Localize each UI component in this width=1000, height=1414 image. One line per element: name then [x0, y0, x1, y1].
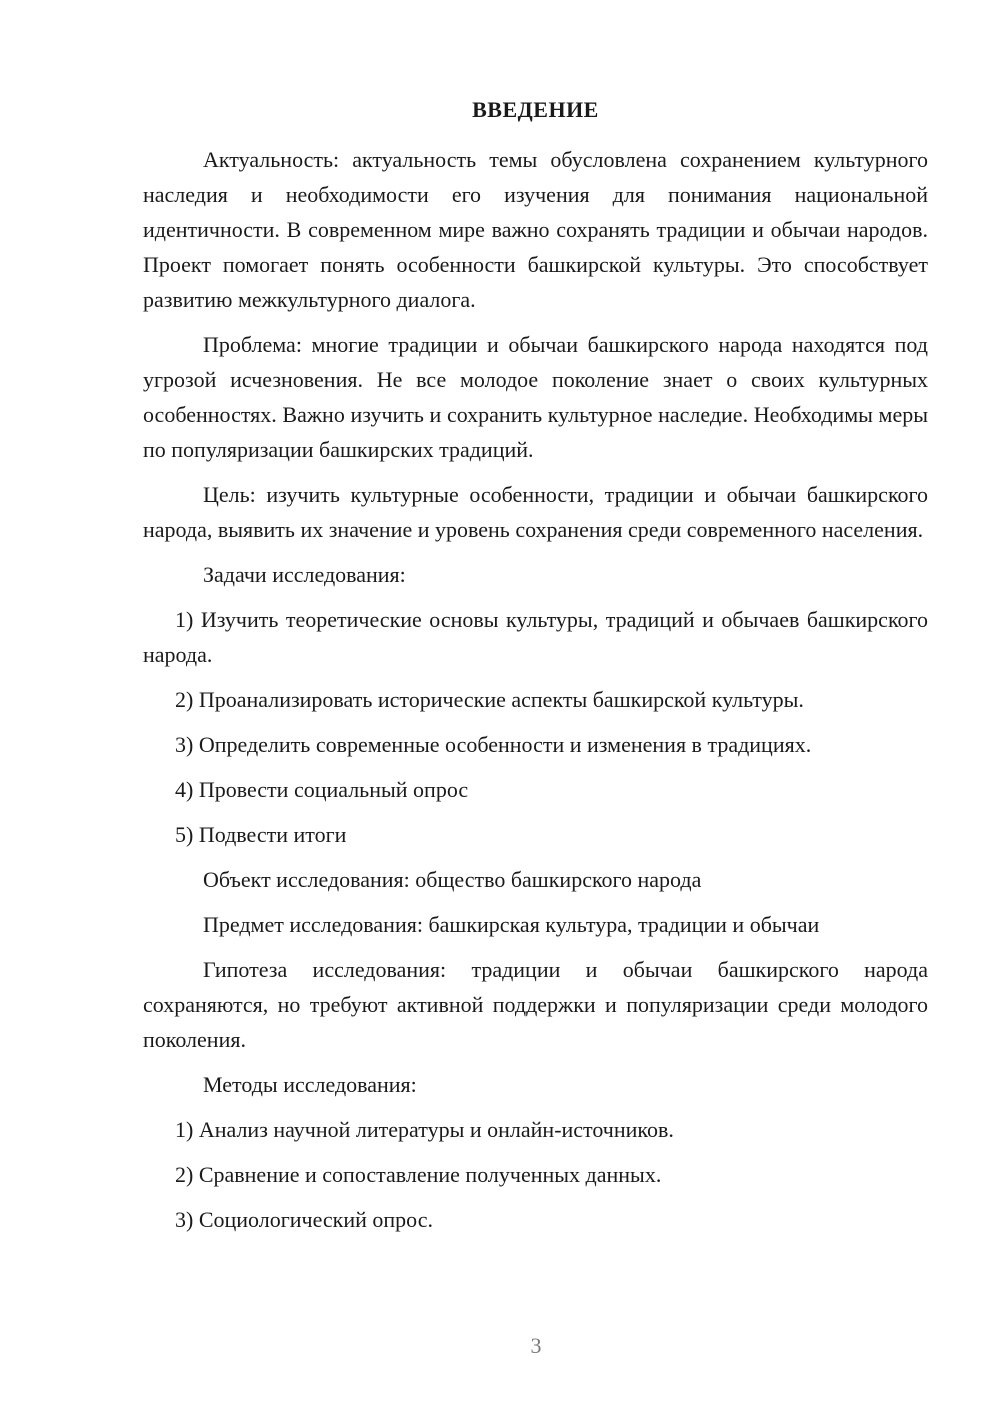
- method-item-3: 3) Социологический опрос.: [175, 1207, 433, 1232]
- method-item-1: 1) Анализ научной литературы и онлайн-источников.: [175, 1117, 674, 1142]
- research-object: Объект исследования: общество башкирского народа: [203, 867, 702, 892]
- document-page: [143, 92, 928, 1247]
- methods-heading: Методы исследования:: [203, 1072, 417, 1097]
- tasks-heading: Задачи исследования:: [203, 562, 406, 587]
- task-item-3: 3) Определить современные особенности и изменения в традициях.: [175, 732, 812, 757]
- problem-paragraph: Проблема: многие традиции и обычаи башкирского народа находятся под угрозой исчезновения. Не все молодое поколение знает о своих культурных особенностях. Важно изучить и сохранить культурное наследие. Необходимы меры по популяризации башкирских традиций.: [143, 332, 928, 462]
- document-title: ВВЕДЕНИЕ: [472, 97, 599, 122]
- task-item-4: 4) Провести социальный опрос: [175, 777, 469, 802]
- relevance-paragraph: Актуальность: актуальность темы обусловлена сохранением культурного наследия и необходимости его изучения для понимания национальной идентичности. В современном мире важно сохранять традиции и обычаи народов. Проект помогает понять особенности башкирской культуры. Это способствует развитию межкультурного диалога.: [143, 147, 928, 312]
- research-hypothesis: Гипотеза исследования: традиции и обычаи башкирского народа сохраняются, но требуют активной поддержки и популяризации среди молодого поколения.: [143, 957, 928, 1052]
- task-item-2: 2) Проанализировать исторические аспекты башкирской культуры.: [175, 687, 804, 712]
- research-subject: Предмет исследования: башкирская культура, традиции и обычаи: [203, 912, 820, 937]
- task-item-5: 5) Подвести итоги: [175, 822, 347, 847]
- goal-paragraph: Цель: изучить культурные особенности, традиции и обычаи башкирского народа, выявить их значение и уровень сохранения среди современного населения.: [143, 482, 928, 542]
- task-item-1: 1) Изучить теоретические основы культуры, традиций и обычаев башкирского народа.: [143, 607, 928, 667]
- method-item-2: 2) Сравнение и сопоставление полученных данных.: [175, 1162, 662, 1187]
- page-number: 3: [530, 1333, 542, 1358]
